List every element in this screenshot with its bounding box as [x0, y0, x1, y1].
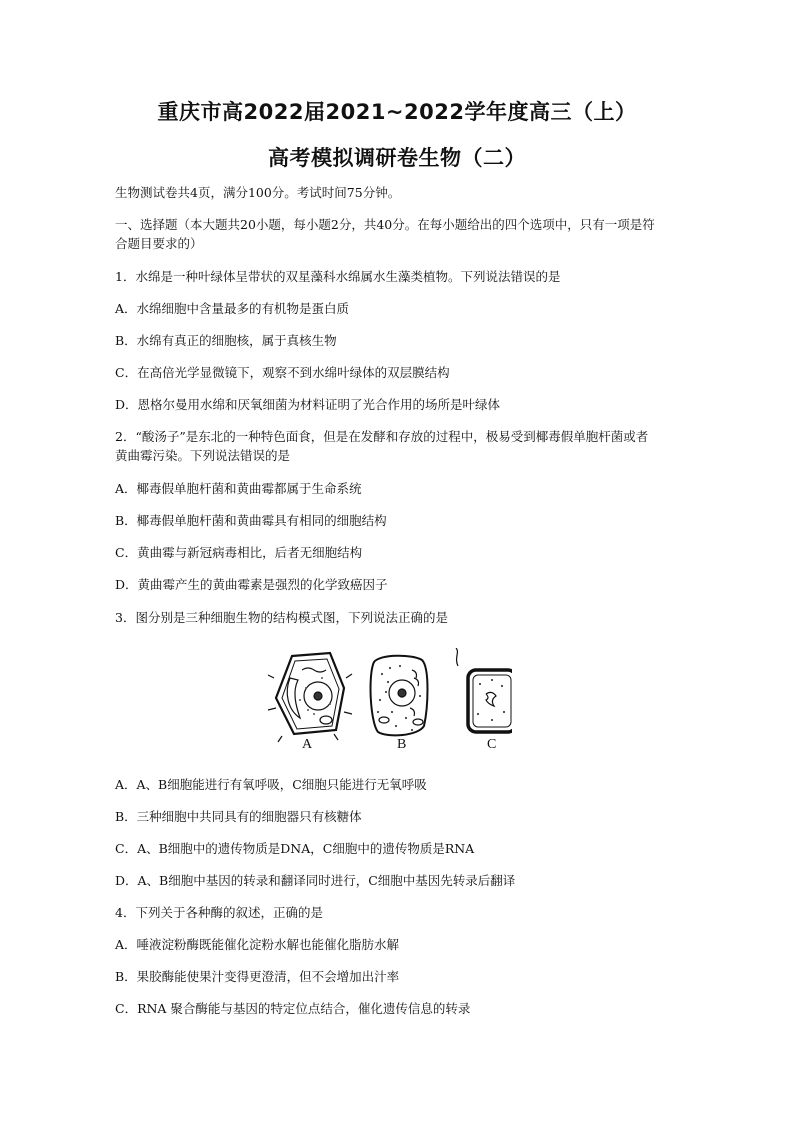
figure-label-b: B [397, 737, 407, 752]
q1-option-b: B．水绵有真正的细胞核，属于真核生物 [115, 333, 337, 348]
figure-label-c: C [487, 737, 497, 752]
q2-stem-line1: 2．“酸汤子”是东北的一种特色面食，但是在发酵和存放的过程中，极易受到椰毒假单胞杆菌或者 [115, 429, 649, 444]
cell-structure-figure [262, 648, 512, 760]
q3-option-a: A．A、B细胞能进行有氧呼吸，C细胞只能进行无氧呼吸 [115, 777, 427, 792]
figure-label-a: A [302, 737, 313, 752]
q1-option-c: C．在高倍光学显微镜下，观察不到水绵叶绿体的双层膜结构 [115, 365, 450, 380]
exam-intro: 生物测试卷共4页，满分100分。考试时间75分钟。 [115, 185, 401, 200]
section-heading-line1: 一、选择题（本大题共20小题，每小题2分，共40分。在每小题给出的四个选项中，只有一项是符 [115, 217, 655, 232]
q2-option-b: B．椰毒假单胞杆菌和黄曲霉具有相同的细胞结构 [115, 513, 387, 528]
q4-stem: 4．下列关于各种酶的叙述，正确的是 [115, 905, 323, 920]
q2-option-d: D．黄曲霉产生的黄曲霉素是强烈的化学致癌因子 [115, 577, 388, 592]
q2-option-a: A．椰毒假单胞杆菌和黄曲霉都属于生命系统 [115, 481, 362, 496]
q4-option-c: C．RNA 聚合酶能与基因的特定位点结合，催化遗传信息的转录 [115, 1001, 471, 1016]
q2-stem-line2: 黄曲霉污染。下列说法错误的是 [115, 448, 291, 463]
q3-option-b: B．三种细胞中共同具有的细胞器只有核糖体 [115, 809, 362, 824]
section-heading-line2: 合题目要求的） [115, 236, 203, 251]
q3-stem: 3．图分别是三种细胞生物的结构模式图，下列说法正确的是 [115, 610, 448, 625]
q4-option-b: B．果胶酶能使果汁变得更澄清，但不会增加出汁率 [115, 969, 400, 984]
animal-cell-diagram [371, 656, 428, 736]
q4-option-a: A．唾液淀粉酶既能催化淀粉水解也能催化脂肪水解 [115, 937, 400, 952]
q1-option-a: A．水绵细胞中含量最多的有机物是蛋白质 [115, 301, 350, 316]
prokaryotic-cell-diagram [456, 648, 512, 732]
q2-option-c: C．黄曲霉与新冠病毒相比，后者无细胞结构 [115, 545, 363, 560]
q1-stem: 1．水绵是一种叶绿体呈带状的双星藻科水绵属水生藻类植物。下列说法错误的是 [115, 269, 561, 284]
q1-option-d: D．恩格尔曼用水绵和厌氧细菌为材料证明了光合作用的场所是叶绿体 [115, 397, 501, 412]
q3-option-d: D．A、B细胞中基因的转录和翻译同时进行，C细胞中基因先转录后翻译 [115, 873, 516, 888]
exam-title-line1: 重庆市高2022届2021~2022学年度高三（上） [157, 100, 637, 124]
exam-title-line2: 高考模拟调研卷生物（二） [268, 146, 526, 170]
q3-option-c: C．A、B细胞中的遗传物质是DNA，C细胞中的遗传物质是RNA [115, 841, 475, 856]
plant-cell-diagram [268, 653, 352, 742]
